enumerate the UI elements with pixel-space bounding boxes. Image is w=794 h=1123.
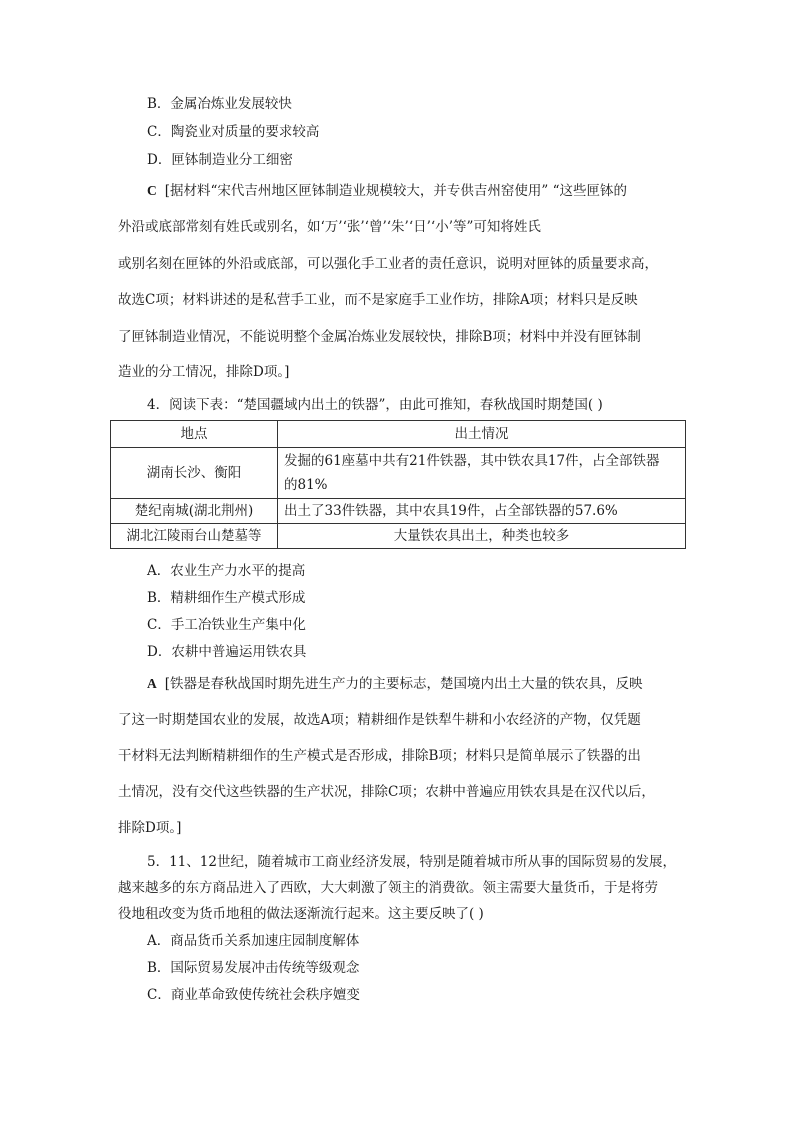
- q5-stem-line-3: 役地租改变为货币地租的做法逐渐流行起来。这主要反映了( ): [118, 906, 484, 922]
- table-row: [111, 499, 686, 524]
- q5-stem-line-1: 5．11、12世纪，随着城市工商业经济发展，特别是随着城市所从事的国际贸易的发展，: [147, 854, 676, 870]
- q4-explanation-line-2: 了这一时期楚国农业的发展，故选A项；精耕细作是铁犁牛耕和小农经济的产物，仅凭题: [118, 712, 641, 728]
- table-row: [111, 448, 686, 499]
- q4-option-a: A．农业生产力水平的提高: [147, 563, 306, 579]
- q3-explanation-line-3: 或别名刻在匣钵的外沿或底部，可以强化手工业者的责任意识，说明对匣钵的质量要求高，: [118, 256, 658, 272]
- q4-option-d: D．农耕中普遍运用铁农具: [147, 644, 307, 660]
- q5-option-b: B．国际贸易发展冲击传统等级观念: [147, 960, 360, 976]
- q4-stem: 4．阅读下表：“楚国疆域内出土的铁器”，由此可推知，春秋战国时期楚国( ): [147, 397, 603, 413]
- q3-answer: C: [147, 183, 157, 198]
- q3-explanation-line-2: 外沿或底部常刻有姓氏或别名，如‘万’‘张’‘曾’‘朱’‘日’‘小’等”可知将姓氏: [118, 219, 541, 235]
- q3-explanation-line-1: C [据材料“宋代吉州地区匣钵制造业规模较大，并专供吉州窑使用” “这些匣钵的: [147, 183, 628, 199]
- table-cell-finds: 发掘的61座墓中共有21件铁器，其中铁农具17件，占全部铁器 的81%: [278, 448, 686, 499]
- table-cell-location: 湖南长沙、衡阳: [111, 448, 278, 499]
- q3-option-d: D．匣钵制造业分工细密: [147, 152, 293, 168]
- q5-option-a: A．商品货币关系加速庄园制度解体: [147, 933, 360, 949]
- table-cell-finds: 大量铁农具出土，种类也较多: [278, 524, 686, 549]
- q3-explanation-line-4: 故选C项；材料讲述的是私营手工业，而不是家庭手工业作坊，排除A项；材料只是反映: [118, 292, 638, 308]
- table-cell-finds: 出土了33件铁器，其中农具19件，占全部铁器的57.6%: [278, 499, 686, 524]
- q4-table: [110, 420, 686, 549]
- q4-explanation-line-5: 排除D项。]: [118, 820, 182, 836]
- table-cell-location: 湖北江陵雨台山楚墓等: [111, 524, 278, 549]
- q4-answer: A: [147, 676, 157, 691]
- q5-option-c: C．商业革命致使传统社会秩序嬗变: [147, 987, 360, 1003]
- table-row: [111, 524, 686, 549]
- q4-explanation-line-1: A [铁器是春秋战国时期先进生产力的主要标志，楚国境内出土大量的铁农具，反映: [147, 676, 643, 692]
- table-cell-location: 楚纪南城(湖北荆州): [111, 499, 278, 524]
- q3-explanation-line-5: 了匣钵制造业情况，不能说明整个金属冶炼业发展较快，排除B项；材料中并没有匣钵制: [118, 329, 641, 345]
- q3-option-b: B．金属冶炼业发展较快: [147, 96, 292, 112]
- q3-option-c: C．陶瓷业对质量的要求较高: [147, 124, 320, 140]
- q4-explanation-line-4: 土情况，没有交代这些铁器的生产状况，排除C项；农耕中普遍应用铁农具是在汉代以后，: [118, 784, 655, 800]
- q4-explanation-line-3: 干材料无法判断精耕细作的生产模式是否形成，排除B项；材料只是简单展示了铁器的出: [118, 748, 641, 764]
- table-header-finds: 出土情况: [278, 421, 686, 448]
- table-header-row: [111, 421, 686, 448]
- q4-option-c: C．手工冶铁业生产集中化: [147, 617, 306, 633]
- table-header-location: 地点: [111, 421, 278, 448]
- q4-option-b: B．精耕细作生产模式形成: [147, 590, 306, 606]
- q5-stem-line-2: 越来越多的东方商品进入了西欧，大大刺激了领主的消费欲。领主需要大量货币，于是将劳: [118, 880, 658, 896]
- q3-explanation-line-6: 造业的分工情况，排除D项。]: [118, 364, 290, 380]
